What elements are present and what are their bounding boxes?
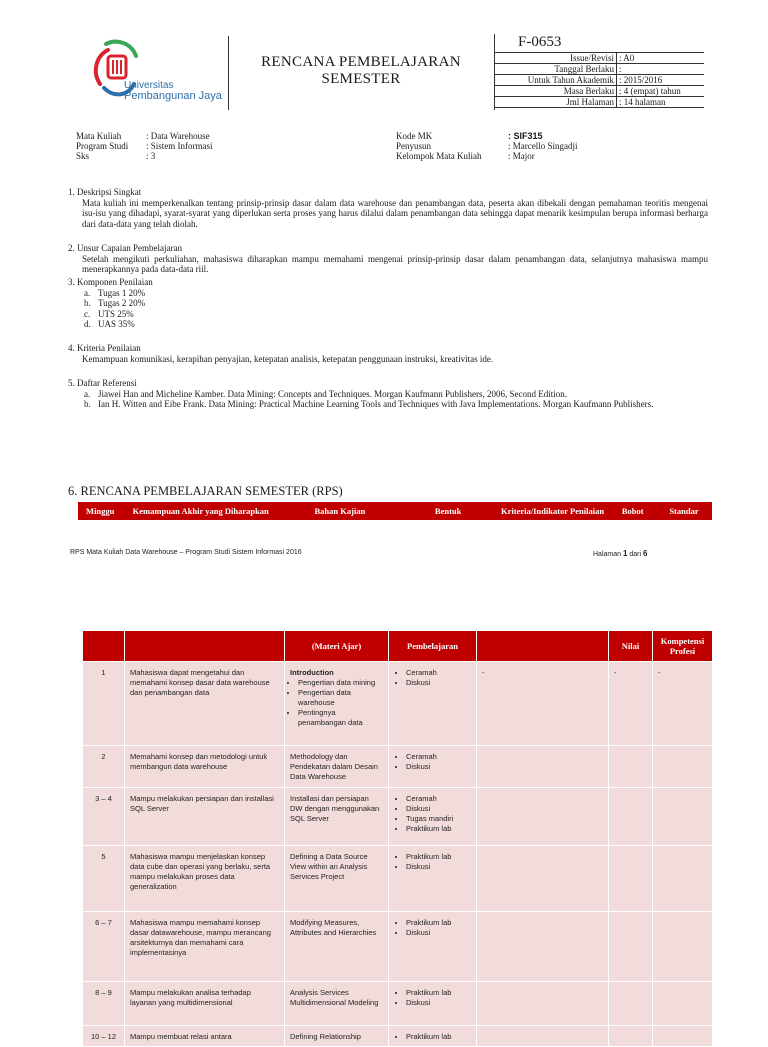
method-item: • Ceramah [406,752,471,762]
method-cell [389,982,477,1026]
list-item [84,399,708,410]
method-cell [389,846,477,912]
course-info-right [396,131,696,165]
info-value: : 3 [146,151,156,161]
material-cell: Installasi dan persiapan DW dengan menggunakan SQL Server [285,788,389,846]
info-value: : Marcello Singadji [508,141,578,151]
info-value: : SIF315 [508,131,543,141]
info-value: : Major [508,151,535,161]
ability-cell: Mampu melakukan persiapan dan installasi SQL Server [125,788,285,846]
meta-key: Issue/Revisi [494,53,617,64]
material-item: • Pengertian data mining [298,678,383,688]
meta-value: : 4 (empat) tahun [617,86,705,97]
criteria-cell [477,982,609,1026]
week-cell: 6 – 7 [83,912,125,982]
week-cell: 3 – 4 [83,788,125,846]
weight-cell: - [609,662,653,746]
table-row [83,1026,713,1047]
rps-table-header-cell [125,631,285,662]
meta-value: : 14 halaman [617,97,705,108]
material-item: • Pengertian data warehouse [298,688,383,708]
table-row [83,846,713,912]
logo-line-2: Pembangunan Jaya [124,90,222,102]
weight-cell [609,912,653,982]
rps-table [82,630,713,1047]
table-row [83,982,713,1026]
method-item: • Tugas mandiri [406,814,471,824]
weight-cell [609,746,653,788]
standard-cell [653,1026,713,1047]
method-cell [389,746,477,788]
section-2-title: 2. Unsur Capaian Pembelajaran [68,243,182,253]
rps-header-cell: Bobot [621,506,644,516]
meta-key: Jml Halaman [494,97,617,108]
method-list [394,752,471,772]
logo-text [124,80,222,102]
list-marker: d. [84,319,91,329]
title-line-1: RENCANA PEMBELAJARAN [261,54,461,70]
criteria-cell [477,1026,609,1047]
ability-cell: Mampu membuat relasi antara [125,1026,285,1047]
list-marker: a. [84,388,91,399]
material-cell: Defining a Data Source View within an Analysis Services Project [285,846,389,912]
title-line-2: SEMESTER [321,71,401,87]
list-marker: b. [84,399,91,409]
standard-cell [653,912,713,982]
meta-key: Tanggal Berlaku [494,64,617,75]
meta-row [494,97,704,108]
list-marker: b. [84,298,91,308]
method-list [394,794,471,834]
section-4-body: Kemampuan komunikasi, kerapihan penyajian, ketepatan analisis, ketepatan penggunaan instruksi, kreativitas ide. [82,353,494,364]
list-text: Tugas 2 20% [98,298,146,308]
method-item: • Diskusi [406,804,471,814]
week-cell: 2 [83,746,125,788]
material-cell: Analysis Services Multidimensional Modeling [285,982,389,1026]
method-cell [389,662,477,746]
meta-row [494,86,704,97]
weight-cell [609,982,653,1026]
document-title [236,54,486,88]
course-info-left [76,131,376,165]
logo-line-1: Universitas [124,80,174,91]
method-list [394,852,471,872]
info-label: Penyusun [396,141,432,151]
week-cell: 1 [83,662,125,746]
weight-cell [609,846,653,912]
section-1-title: 1. Deskripsi Singkat [68,187,142,197]
footer-page-total: 6 [642,549,648,558]
meta-value: : 2015/2016 [617,75,705,86]
week-cell: 8 – 9 [83,982,125,1026]
rps-header-cell: Bentuk [434,506,462,516]
week-cell: 10 – 12 [83,1026,125,1047]
ability-cell: Mampu melakukan analisa terhadap layanan yang multidimensional [125,982,285,1026]
method-cell [389,1026,477,1047]
section-references [68,378,708,410]
section-1-body: Mata kuliah ini memperkenalkan tentang prinsip-prinsip dasar dalam data warehouse dan penambangan data, peserta akan dibekali dengan pemahaman teoritis mengenai isu-isu yang dihadapi, syarat-syarat yang diperlukan serta proses yang harus dilalui dalam penambangan data sehingga dapat menarik kesimpulan berupa informasi berharga dari data-data yang telah diolah. [82,197,708,229]
section-4-title: 4. Kriteria Penilaian [68,343,141,353]
table-row [83,662,713,746]
info-label: Kode MK [396,131,433,141]
standard-cell [653,982,713,1026]
method-cell [389,912,477,982]
rps-table-header-cell: Kompetensi Profesi [653,631,713,662]
method-item: • Praktikum lab [406,824,471,834]
form-code: F-0653 [518,34,562,50]
list-item [84,288,708,299]
criteria-cell [477,846,609,912]
meta-key: Masa Berlaku [494,86,617,97]
info-label: Mata Kuliah [76,131,122,141]
rps-header-cell: Bahan Kajian [314,506,366,516]
rps-header-cell: Kriteria/Indikator Penilaian [501,506,605,516]
rps-table-header-cell: Nilai [609,631,653,662]
section-assessment [68,277,708,330]
section-description [68,187,708,229]
method-item: • Diskusi [406,928,471,938]
table-row [83,746,713,788]
section-learning-outcomes [68,243,708,275]
list-item [84,298,708,309]
method-item: • Praktikum lab [406,1032,471,1042]
meta-row [494,75,704,86]
method-item: • Praktikum lab [406,918,471,928]
method-list [394,1032,471,1042]
method-item: • Ceramah [406,794,471,804]
section-3-title: 3. Komponen Penilaian [68,277,153,287]
info-label: Program Studi [76,141,129,151]
list-item [84,319,708,330]
rps-table-header-cell [83,631,125,662]
ability-cell: Mahasiswa mampu menjelaskan konsep data cube dan operasi yang berlaku, serta mampu melakukan proses data generalization [125,846,285,912]
material-item: • Pentingnya penambangan data [298,708,383,728]
section-criteria [68,343,708,364]
material-cell: Methodology dan Pendekatan dalam Desain Data Warehouse [285,746,389,788]
method-item: • Praktikum lab [406,988,471,998]
method-list [394,988,471,1008]
method-item: • Diskusi [406,762,471,772]
meta-row [494,64,704,75]
list-item [84,309,708,320]
info-label: Sks [76,151,90,161]
list-marker: c. [84,308,91,319]
method-list [394,918,471,938]
section-2-body: Setelah mengikuti perkuliahan, mahasiswa diharapkan mampu memahami mengenai prinsip-prinsip dasar dalam penambangan data, selanjutnya mahasiswa mampu menerapkannya pada data-data riil. [82,253,708,274]
footer-page-of: dari [627,551,643,558]
table-row [83,788,713,846]
assessment-list [68,288,708,330]
section-5-title: 5. Daftar Referensi [68,378,137,388]
rps-header-cell: Standar [669,506,699,516]
rps-header-cell: Kemampuan Akhir yang Diharapkan [132,506,269,516]
ability-cell: Memahami konsep dan metodologi untuk membangun data warehouse [125,746,285,788]
criteria-cell [477,912,609,982]
footer-page-number: 1 [622,549,628,558]
material-cell: Defining Relationship [285,1026,389,1047]
list-text: Jiawei Han and Micheline Kamber. Data Mining: Concepts and Techniques. Morgan Kaufmann Publishers, 2006, Second Edition. [98,388,567,399]
footer-page [593,549,647,558]
ability-cell: Mahasiswa mampu memahami konsep dasar datawarehouse, mampu merancang arsitekturnya dan memahami cara implementasinya [125,912,285,982]
list-text: UAS 35% [98,319,135,329]
method-list [394,668,471,688]
criteria-cell [477,746,609,788]
rps-table-header-cell: (Materi Ajar) [285,631,389,662]
list-text: Ian H. Witten and Eibe Frank. Data Mining: Practical Machine Learning Tools and Techniques with Java Implementations. Morgan Kaufmann Publishers. [98,399,654,409]
material-list [290,678,383,728]
list-text: Tugas 1 20% [98,287,146,298]
meta-key: Untuk Tahun Akademik [494,75,617,86]
ability-cell: Mahasiswa dapat mengetahui dan memahami konsep dasar data warehouse dan penambangan data [125,662,285,746]
rps-header-bar [78,502,712,520]
list-text: UTS 25% [98,308,134,319]
list-item [84,389,708,400]
table-row [83,912,713,982]
header-divider [228,36,229,110]
footer-left: RPS Mata Kuliah Data Warehouse – Program Studi Sistem Informasi 2016 [70,549,302,556]
meta-value: : A0 [617,53,705,64]
method-item: • Diskusi [406,678,471,688]
rps-table-header-cell [477,631,609,662]
info-value: : Data Warehouse [146,131,210,141]
standard-cell [653,846,713,912]
reference-list [68,389,708,410]
meta-row [494,53,704,64]
info-label: Kelompok Mata Kuliah [396,151,482,161]
material-title: Introduction [290,668,334,677]
rps-table-header [83,631,713,662]
footer-page-prefix: Halaman [593,551,623,558]
info-value: : Sistem Informasi [146,141,213,151]
standard-cell [653,788,713,846]
meta-value: : [617,64,705,75]
method-cell [389,788,477,846]
weight-cell [609,1026,653,1047]
method-item: • Praktikum lab [406,852,471,862]
rps-table-header-cell: Pembelajaran [389,631,477,662]
material-cell [285,662,389,746]
weight-cell [609,788,653,846]
criteria-cell: - [477,662,609,746]
method-item: • Diskusi [406,998,471,1008]
method-item: • Diskusi [406,862,471,872]
material-cell: Modifying Measures, Attributes and Hierarchies [285,912,389,982]
week-cell: 5 [83,846,125,912]
standard-cell [653,746,713,788]
criteria-cell [477,788,609,846]
document-meta-table [494,52,704,108]
method-item: • Ceramah [406,668,471,678]
rps-title: 6. RENCANA PEMBELAJARAN SEMESTER (RPS) [68,484,343,498]
standard-cell: - [653,662,713,746]
list-marker: a. [84,287,91,298]
rps-header-cell: Minggu [86,506,115,516]
